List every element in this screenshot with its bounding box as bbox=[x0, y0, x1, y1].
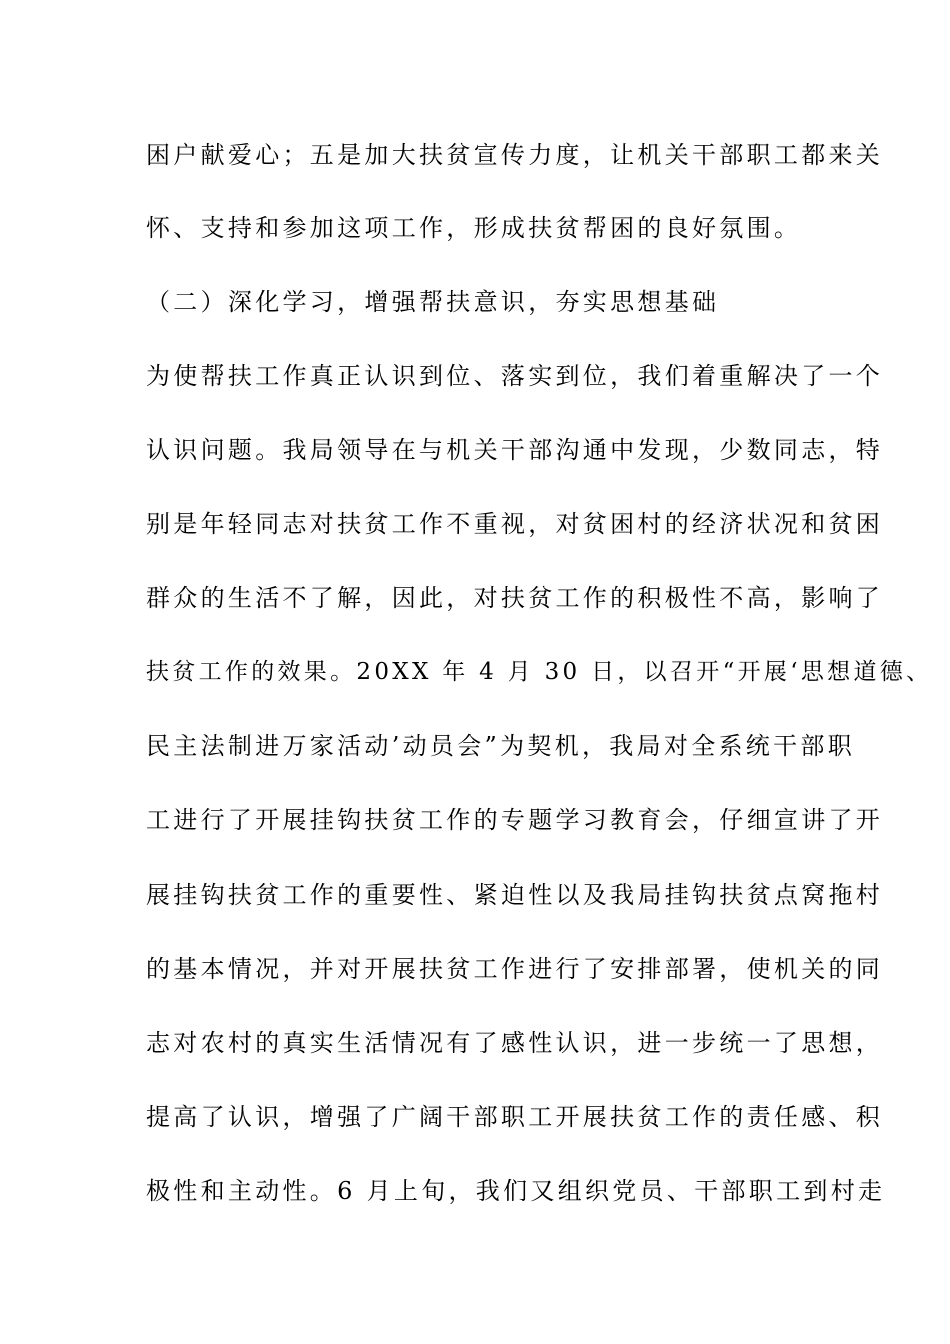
text-line: 扶贫工作的效果。20XX 年 4 月 30 日，以召开“开展‘思想道德、 bbox=[146, 659, 933, 685]
section-heading: （二）深化学习，增强帮扶意识，夯实思想基础 bbox=[146, 288, 720, 316]
text-line: 别是年轻同志对扶贫工作不重视，对贫困村的经济状况和贫困 bbox=[146, 510, 884, 538]
text-line: 提高了认识，增强了广阔干部职工开展扶贫工作的责任感、积 bbox=[146, 1103, 884, 1131]
text-line: 群众的生活不了解，因此，对扶贫工作的积极性不高，影响了 bbox=[146, 584, 884, 612]
text-line: 认识问题。我局领导在与机关干部沟通中发现，少数同志，特 bbox=[146, 436, 884, 464]
text-line: 极性和主动性。6 月上旬，我们又组织党员、干部职工到村走 bbox=[146, 1177, 886, 1205]
text-line: 志对农村的真实生活情况有了感性认识，进一步统一了思想， bbox=[146, 1029, 884, 1057]
text-line: 的基本情况，并对开展扶贫工作进行了安排部署，使机关的同 bbox=[146, 955, 884, 983]
text-line: 展挂钩扶贫工作的重要性、紧迫性以及我局挂钩扶贫点窝拖村 bbox=[146, 881, 884, 909]
text-line: 工进行了开展挂钩扶贫工作的专题学习教育会，仔细宣讲了开 bbox=[146, 806, 884, 834]
text-line: 困户献爱心；五是加大扶贫宣传力度，让机关干部职工都来关 bbox=[146, 141, 884, 169]
text-line: 民主法制进万家活动’动员会”为契机，我局对全系统干部职 bbox=[146, 732, 855, 760]
text-line: 怀、支持和参加这项工作，形成扶贫帮困的良好氛围。 bbox=[146, 214, 802, 242]
text-line: 为使帮扶工作真正认识到位、落实到位，我们着重解决了一个 bbox=[146, 362, 884, 390]
